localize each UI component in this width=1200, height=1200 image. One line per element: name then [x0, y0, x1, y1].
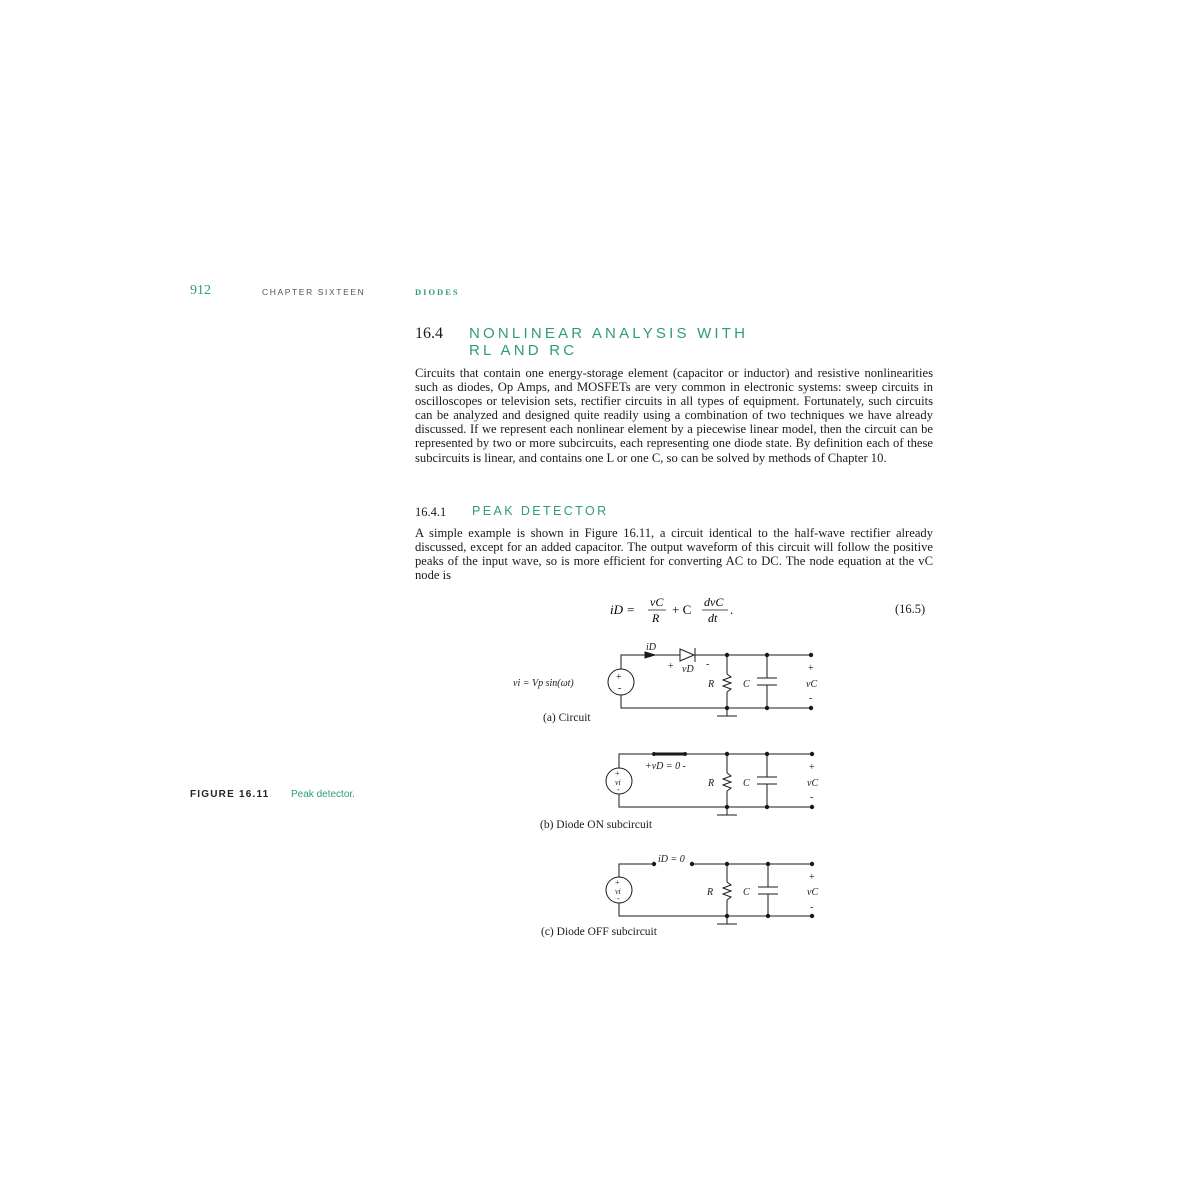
subsection-paragraph: A simple example is shown in Figure 16.11, a circuit identical to the half-wave rectifier already discussed, except for an added capacitor. The output waveform of this circuit will follow the positive peaks of the input wave, so is more efficient for converting AC to DC. The node equation at the vC node is: [415, 526, 933, 583]
svg-text:+: +: [809, 872, 815, 883]
circuit-a-caption: (a) Circuit: [543, 712, 591, 724]
resistor-icon: [723, 773, 731, 791]
resistor-label-c: R: [707, 887, 714, 898]
section-paragraph: Circuits that contain one energy-storage element (capacitor or inductor) and resistive nonlinearities such as diodes, Op Amps, and MOSFETs are very common in electronic systems: sweep circuits in oscilloscopes or television sets, rectifier circuits in all types of equipment. Fortunately, such circuits can be analyzed and designed quite readily using a combination of two techniques we have already discussed. If we represent each nonlinear element by a piecewise linear model, then the circuit can be represented by two or more subcircuits, each representing one diode state. By definition each of these subcircuits is linear, and contains one L or one C, so can be solved by methods of Chapter 10.: [415, 366, 933, 465]
output-label-b: vC: [807, 778, 819, 789]
svg-text:-: -: [618, 683, 622, 694]
resistor-icon: [723, 674, 731, 692]
section-title-line1: NONLINEAR ANALYSIS WITH: [469, 325, 749, 342]
equation-frac2-num: dvC: [704, 595, 724, 609]
section-title-line2: RL AND RC: [469, 342, 578, 359]
svg-text:+: +: [615, 769, 620, 778]
equation-frac1-num: vC: [650, 595, 664, 609]
resistor-icon: [723, 882, 731, 900]
running-title: DIODES: [415, 287, 460, 297]
section-number: 16.4: [415, 325, 443, 342]
svg-text:-: -: [617, 894, 620, 903]
svg-text:-: -: [810, 902, 814, 913]
svg-text:+: +: [809, 762, 815, 773]
equation-frac2-den: dt: [708, 611, 718, 625]
diode-icon: [680, 649, 694, 661]
page-number: 912: [190, 283, 211, 298]
source-label-a: vi = Vp sin(ωt): [513, 678, 574, 689]
equation-lhs: iD =: [610, 602, 636, 617]
svg-text:-: -: [809, 693, 813, 704]
diode-plus-a: +: [668, 661, 674, 672]
diode-minus-a: -: [706, 659, 710, 670]
current-label-c: iD = 0: [658, 854, 685, 865]
output-label-c: vC: [807, 887, 819, 898]
capacitor-label-c: C: [743, 887, 750, 898]
figure-caption: Peak detector.: [291, 789, 355, 800]
figure-label: FIGURE 16.11: [190, 789, 270, 800]
source-label-c: vi: [615, 887, 621, 896]
svg-text:-: -: [810, 792, 814, 803]
equation-period: .: [730, 602, 734, 617]
circuit-c-caption: (c) Diode OFF subcircuit: [541, 926, 657, 938]
subsection-number: 16.4.1: [415, 505, 447, 519]
resistor-label-a: R: [708, 679, 715, 690]
equation-frac1-den: R: [652, 611, 660, 625]
capacitor-label-b: C: [743, 778, 750, 789]
current-label-a: iD: [646, 642, 656, 653]
svg-text:+: +: [615, 878, 620, 887]
chapter-label: CHAPTER SIXTEEN: [262, 287, 366, 297]
subsection-title: PEAK DETECTOR: [472, 504, 609, 518]
diode-voltage-b: +vD = 0 -: [645, 761, 686, 772]
source-label-b: vi: [615, 778, 621, 787]
capacitor-label-a: C: [743, 679, 750, 690]
svg-text:+: +: [808, 663, 814, 674]
equation-number: (16.5): [895, 602, 926, 616]
diode-voltage-a: vD: [682, 664, 694, 675]
equation-plus: + C: [672, 602, 692, 617]
svg-text:-: -: [617, 785, 620, 794]
circuit-b-caption: (b) Diode ON subcircuit: [540, 819, 653, 831]
svg-text:+: +: [616, 672, 622, 683]
output-label-a: vC: [806, 679, 818, 690]
resistor-label-b: R: [708, 778, 715, 789]
